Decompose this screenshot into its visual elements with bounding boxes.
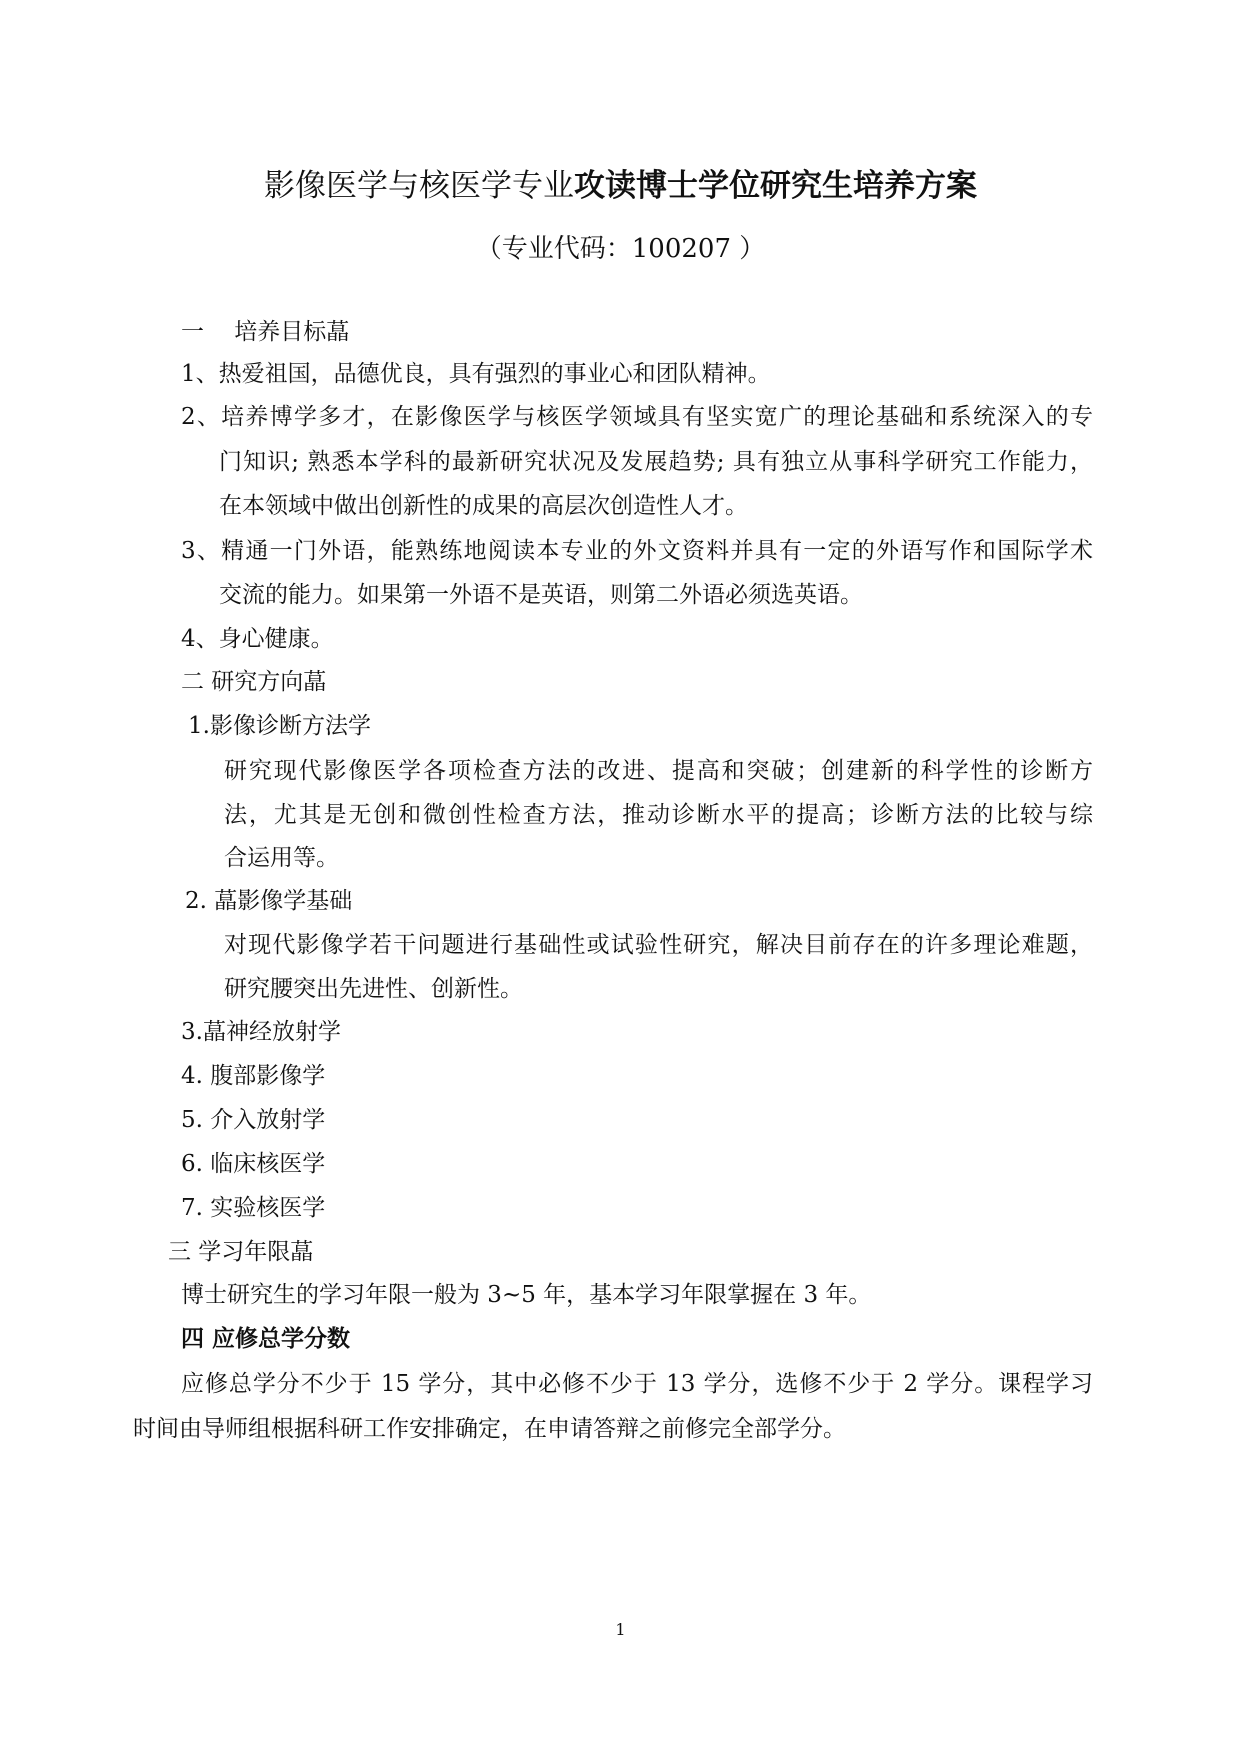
section-4-heading: 四 应修总学分数	[181, 1326, 351, 1352]
section-1-item-2-cont-1: 门知识; 熟悉本学科的最新研究状况及发展趋势; 具有独立从事科学研究工作能力，	[219, 449, 1093, 475]
section-4-text-2: 时间由导师组根据科研工作安排确定，在申请答辩之前修完全部学分。	[133, 1416, 846, 1442]
title-part-program: 攻读博士学位研究生培养方案	[574, 168, 977, 204]
direction-4: 4. 腹部影像学	[181, 1063, 326, 1089]
direction-5: 5. 介入放射学	[181, 1107, 326, 1133]
section-3-text: 博士研究生的学习年限一般为 3~5 年，基本学习年限掌握在 3 年。	[181, 1282, 872, 1308]
page-number: 1	[615, 1620, 626, 1639]
section-2-heading: 二 研究方向蕌	[181, 669, 327, 695]
direction-1-title: 1.影像诊断方法学	[188, 713, 371, 739]
section-1-heading: 一 培养目标蕌	[181, 319, 350, 345]
section-1-item-4: 4、身心健康。	[181, 626, 334, 652]
major-code: （专业代码：100207 ）	[475, 234, 766, 264]
direction-1-desc-1: 研究现代影像医学各项检查方法的改进、提高和突破；创建新的科学性的诊断方	[224, 758, 1093, 784]
direction-6: 6. 临床核医学	[181, 1151, 326, 1177]
direction-3: 3.蕌神经放射学	[181, 1019, 341, 1045]
section-3-heading: 三 学习年限蕌	[168, 1239, 314, 1265]
direction-2-desc-1: 对现代影像学若干问题进行基础性或试验性研究，解决目前存在的许多理论难题，	[224, 932, 1093, 958]
section-4-text-1: 应修总学分不少于 15 学分，其中必修不少于 13 学分，选修不少于 2 学分。课程学习	[181, 1371, 1093, 1397]
direction-1-desc-2: 法，尤其是无创和微创性检查方法，推动诊断水平的提高；诊断方法的比较与综	[224, 802, 1093, 828]
title-part-major: 影像医学与核医学专业	[264, 168, 574, 204]
section-1-item-1: 1、热爱祖国，品德优良，具有强烈的事业心和团队精神。	[181, 361, 771, 387]
direction-1-desc-3: 合运用等。	[224, 845, 339, 871]
section-1-item-2: 2、培养博学多才，在影像医学与核医学领域具有坚实宽广的理论基础和系统深入的专	[181, 404, 1093, 430]
direction-7: 7. 实验核医学	[181, 1195, 326, 1221]
section-1-item-3-cont: 交流的能力。如果第一外语不是英语，则第二外语必须选英语。	[219, 582, 863, 608]
section-1-item-3: 3、精通一门外语，能熟练地阅读本专业的外文资料并具有一定的外语写作和国际学术	[181, 538, 1093, 564]
direction-2-title: 2. 蕌影像学基础	[185, 888, 353, 914]
section-1-item-2-cont-2: 在本领域中做出创新性的成果的高层次创造性人才。	[219, 493, 748, 519]
direction-2-desc-2: 研究腰突出先进性、创新性。	[224, 976, 523, 1002]
document-title	[0, 166, 1241, 206]
